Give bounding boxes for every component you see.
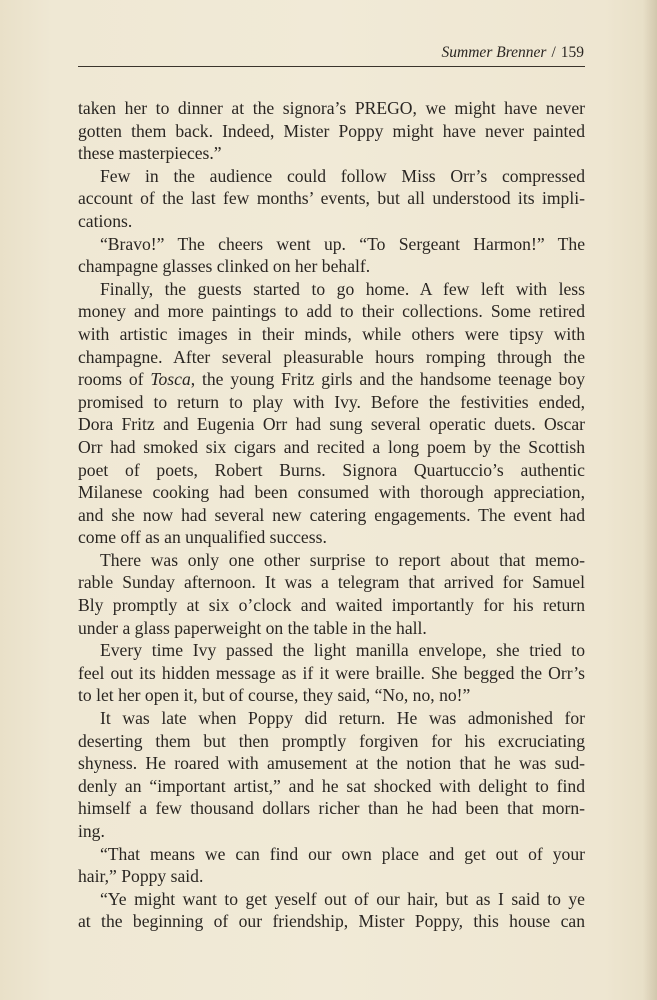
text-line: to let her open it, but of course, they said, “No, no, no!” — [78, 685, 471, 706]
text-line: come off as an unqualified success. — [78, 527, 327, 548]
header-separator: / — [551, 44, 556, 61]
page-gutter-shadow — [643, 0, 657, 1000]
body-text — [78, 97, 585, 933]
text-line: feel out its hidden message as if it were braille. She begged the Orr’s — [78, 662, 585, 683]
text-line: shyness. He roared with amusement at the notion that he was sud- — [78, 753, 585, 774]
text-line: promised to return to play with Ivy. Before the festivities ended, — [78, 391, 585, 412]
text-line: under a glass paperweight on the table in the hall. — [78, 617, 427, 638]
text-line: “Bravo!” The cheers went up. “To Sergeant Harmon!” The — [100, 233, 585, 254]
text-line: There was only one other surprise to report about that memo- — [100, 549, 585, 570]
page-number: 159 — [560, 44, 584, 61]
running-header — [78, 40, 584, 66]
text-line: Few in the audience could follow Miss Orr’s compressed — [100, 165, 585, 186]
text-line: rable Sunday afternoon. It was a telegram that arrived for Samuel — [78, 572, 585, 593]
text-line: cations. — [78, 210, 133, 231]
text-line: Orr had smoked six cigars and recited a long poem by the Scottish — [78, 436, 585, 457]
text-line: at the beginning of our friendship, Mister Poppy, this house can — [78, 911, 585, 932]
header-rule — [78, 66, 585, 67]
text-line: Finally, the guests started to go home. A few left with less — [100, 278, 585, 299]
running-title: Summer Brenner — [441, 44, 547, 61]
text-line: Every time Ivy passed the light manilla envelope, she tried to — [100, 640, 585, 661]
text-line: himself a few thousand dollars richer than he had been that morn- — [78, 798, 585, 819]
text-line: poet of poets, Robert Burns. Signora Quartuccio’s authentic — [78, 459, 585, 480]
text-line: money and more paintings to add to their collections. Some retired — [78, 301, 585, 322]
text-line: hair,” Poppy said. — [78, 866, 204, 887]
text-line: deserting them but then promptly forgiven for his excruciating — [78, 730, 585, 751]
text-line: with artistic images in their minds, while others were tipsy with — [78, 323, 585, 344]
text-line: Dora Fritz and Eugenia Orr had sung several operatic duets. Oscar — [78, 414, 585, 435]
text-line: gotten them back. Indeed, Mister Poppy might have never painted — [78, 120, 585, 141]
text-line: Bly promptly at six o’clock and waited importantly for his return — [78, 595, 585, 616]
text-line: “Ye might want to get yeself out of our hair, but as I said to ye — [100, 888, 585, 909]
text-line: “That means we can find our own place and get out of your — [100, 843, 585, 864]
italic-title: Tosca — [150, 369, 191, 390]
text-line: ing. — [78, 821, 105, 841]
text-line: account of the last few months’ events, but all understood its impli- — [78, 188, 585, 209]
text-line: Milanese cooking had been consumed with thorough appreciation, — [78, 482, 585, 503]
text-line: and she now had several new catering engagements. The event had — [78, 504, 585, 525]
text-line: these masterpieces.” — [78, 143, 222, 164]
text-line: denly an “important artist,” and he sat shocked with delight to find — [78, 775, 585, 796]
text-line: taken her to dinner at the signora’s PREGO, we might have never — [78, 98, 585, 118]
text-line: champagne. After several pleasurable hours romping through the — [78, 346, 585, 367]
text-line: It was late when Poppy did return. He was admonished for — [100, 708, 585, 729]
text-line: rooms of Tosca, the young Fritz girls and the handsome teenage boy — [78, 369, 586, 390]
text-line: champagne glasses clinked on her behalf. — [78, 256, 371, 277]
